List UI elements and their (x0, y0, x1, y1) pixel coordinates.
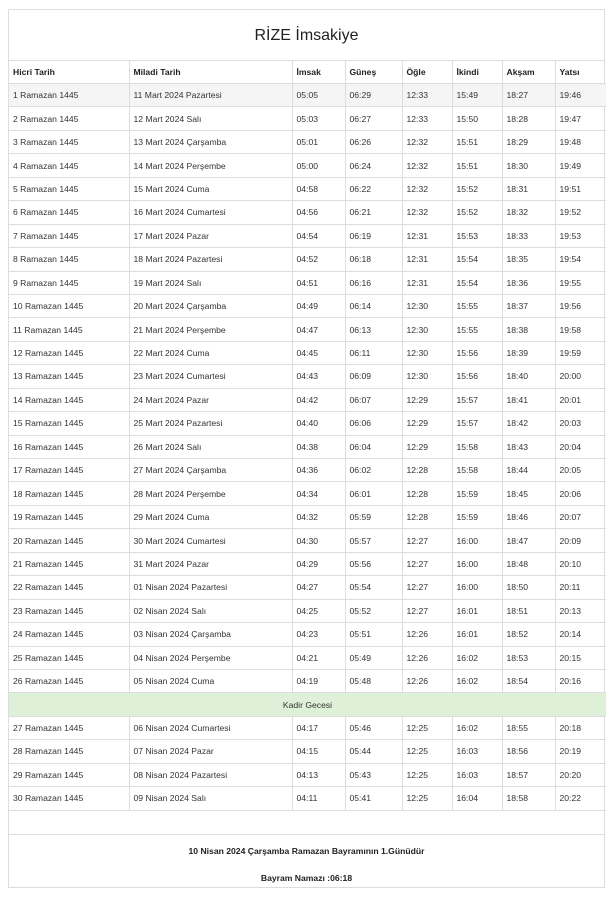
cell-imsak: 04:45 (292, 341, 345, 364)
cell-imsak: 04:11 (292, 787, 345, 810)
cell-ogle: 12:25 (402, 763, 452, 786)
cell-yatsi: 20:16 (555, 669, 606, 692)
cell-hicri-tarih: 23 Ramazan 1445 (9, 599, 129, 622)
cell-hicri-tarih: 27 Ramazan 1445 (9, 716, 129, 739)
table-row (9, 388, 606, 411)
cell-miladi-tarih: 05 Nisan 2024 Cuma (129, 669, 292, 692)
cell-imsak: 04:30 (292, 529, 345, 552)
cell-aksam: 18:44 (502, 459, 555, 482)
cell-imsak: 04:38 (292, 435, 345, 458)
cell-hicri-tarih: 11 Ramazan 1445 (9, 318, 129, 341)
cell-miladi-tarih: 19 Mart 2024 Salı (129, 271, 292, 294)
cell-gunes: 06:09 (345, 365, 402, 388)
header-imsak: İmsak (292, 61, 345, 84)
cell-aksam: 18:50 (502, 576, 555, 599)
table-row (9, 224, 606, 247)
cell-imsak: 04:36 (292, 459, 345, 482)
cell-aksam: 18:53 (502, 646, 555, 669)
cell-aksam: 18:32 (502, 201, 555, 224)
header-hicri-tarih: Hicri Tarih (9, 61, 129, 84)
cell-miladi-tarih: 29 Mart 2024 Cuma (129, 505, 292, 528)
cell-hicri-tarih: 29 Ramazan 1445 (9, 763, 129, 786)
cell-hicri-tarih: 17 Ramazan 1445 (9, 459, 129, 482)
table-row (9, 623, 606, 646)
cell-yatsi: 19:54 (555, 248, 606, 271)
cell-aksam: 18:52 (502, 623, 555, 646)
cell-ogle: 12:30 (402, 365, 452, 388)
cell-aksam: 18:58 (502, 787, 555, 810)
cell-gunes: 06:04 (345, 435, 402, 458)
table-row (9, 154, 606, 177)
cell-yatsi: 20:03 (555, 412, 606, 435)
cell-imsak: 04:51 (292, 271, 345, 294)
cell-miladi-tarih: 03 Nisan 2024 Çarşamba (129, 623, 292, 646)
cell-ogle: 12:28 (402, 505, 452, 528)
cell-gunes: 06:22 (345, 177, 402, 200)
cell-yatsi: 20:00 (555, 365, 606, 388)
cell-imsak: 04:25 (292, 599, 345, 622)
cell-aksam: 18:35 (502, 248, 555, 271)
cell-miladi-tarih: 07 Nisan 2024 Pazar (129, 740, 292, 763)
cell-gunes: 06:06 (345, 412, 402, 435)
cell-gunes: 05:52 (345, 599, 402, 622)
table-body (9, 84, 606, 811)
table-row (9, 435, 606, 458)
cell-yatsi: 20:11 (555, 576, 606, 599)
cell-miladi-tarih: 28 Mart 2024 Perşembe (129, 482, 292, 505)
table-row (9, 412, 606, 435)
cell-hicri-tarih: 24 Ramazan 1445 (9, 623, 129, 646)
cell-imsak: 04:34 (292, 482, 345, 505)
table-row (9, 459, 606, 482)
table-row (9, 529, 606, 552)
cell-gunes: 05:59 (345, 505, 402, 528)
cell-gunes: 05:44 (345, 740, 402, 763)
cell-imsak: 04:17 (292, 716, 345, 739)
cell-ikindi: 15:51 (452, 130, 502, 153)
cell-gunes: 06:19 (345, 224, 402, 247)
cell-yatsi: 20:04 (555, 435, 606, 458)
cell-imsak: 05:05 (292, 84, 345, 107)
cell-aksam: 18:54 (502, 669, 555, 692)
cell-hicri-tarih: 10 Ramazan 1445 (9, 294, 129, 317)
cell-imsak: 04:21 (292, 646, 345, 669)
cell-ikindi: 15:53 (452, 224, 502, 247)
cell-ogle: 12:32 (402, 130, 452, 153)
cell-ikindi: 15:57 (452, 412, 502, 435)
cell-ikindi: 15:54 (452, 271, 502, 294)
cell-imsak: 04:58 (292, 177, 345, 200)
cell-yatsi: 20:14 (555, 623, 606, 646)
cell-ogle: 12:27 (402, 529, 452, 552)
table-row (9, 669, 606, 692)
cell-ogle: 12:27 (402, 552, 452, 575)
cell-hicri-tarih: 3 Ramazan 1445 (9, 130, 129, 153)
cell-miladi-tarih: 14 Mart 2024 Perşembe (129, 154, 292, 177)
cell-hicri-tarih: 8 Ramazan 1445 (9, 248, 129, 271)
table-row (9, 505, 606, 528)
cell-hicri-tarih: 9 Ramazan 1445 (9, 271, 129, 294)
cell-imsak: 04:27 (292, 576, 345, 599)
cell-miladi-tarih: 18 Mart 2024 Pazartesi (129, 248, 292, 271)
cell-yatsi: 19:48 (555, 130, 606, 153)
imsakiye-table (9, 61, 606, 811)
cell-ogle: 12:28 (402, 482, 452, 505)
cell-aksam: 18:36 (502, 271, 555, 294)
page-title: RİZE İmsakiye (9, 10, 604, 61)
cell-yatsi: 19:53 (555, 224, 606, 247)
cell-ogle: 12:30 (402, 341, 452, 364)
cell-miladi-tarih: 31 Mart 2024 Pazar (129, 552, 292, 575)
cell-aksam: 18:46 (502, 505, 555, 528)
cell-miladi-tarih: 17 Mart 2024 Pazar (129, 224, 292, 247)
cell-imsak: 05:03 (292, 107, 345, 130)
cell-yatsi: 19:52 (555, 201, 606, 224)
cell-imsak: 04:43 (292, 365, 345, 388)
cell-miladi-tarih: 23 Mart 2024 Cumartesi (129, 365, 292, 388)
table-row (9, 646, 606, 669)
cell-gunes: 06:18 (345, 248, 402, 271)
cell-gunes: 06:13 (345, 318, 402, 341)
cell-gunes: 06:29 (345, 84, 402, 107)
cell-hicri-tarih: 12 Ramazan 1445 (9, 341, 129, 364)
cell-yatsi: 20:01 (555, 388, 606, 411)
cell-aksam: 18:28 (502, 107, 555, 130)
cell-ogle: 12:29 (402, 435, 452, 458)
footer-spacer (9, 811, 604, 835)
cell-miladi-tarih: 21 Mart 2024 Perşembe (129, 318, 292, 341)
cell-aksam: 18:56 (502, 740, 555, 763)
header-yatsi: Yatsı (555, 61, 606, 84)
cell-gunes: 05:56 (345, 552, 402, 575)
cell-imsak: 04:40 (292, 412, 345, 435)
cell-ikindi: 15:51 (452, 154, 502, 177)
cell-gunes: 06:27 (345, 107, 402, 130)
cell-hicri-tarih: 20 Ramazan 1445 (9, 529, 129, 552)
cell-ikindi: 15:52 (452, 177, 502, 200)
cell-hicri-tarih: 21 Ramazan 1445 (9, 552, 129, 575)
cell-imsak: 04:29 (292, 552, 345, 575)
table-row (9, 248, 606, 271)
cell-hicri-tarih: 15 Ramazan 1445 (9, 412, 129, 435)
cell-yatsi: 19:58 (555, 318, 606, 341)
cell-imsak: 04:52 (292, 248, 345, 271)
cell-aksam: 18:40 (502, 365, 555, 388)
cell-ikindi: 15:56 (452, 341, 502, 364)
cell-ikindi: 16:04 (452, 787, 502, 810)
header-gunes: Güneş (345, 61, 402, 84)
cell-miladi-tarih: 09 Nisan 2024 Salı (129, 787, 292, 810)
cell-yatsi: 19:56 (555, 294, 606, 317)
cell-yatsi: 19:59 (555, 341, 606, 364)
cell-yatsi: 19:46 (555, 84, 606, 107)
cell-yatsi: 20:09 (555, 529, 606, 552)
cell-ikindi: 16:01 (452, 599, 502, 622)
kadir-gecesi-row (9, 693, 606, 716)
cell-aksam: 18:41 (502, 388, 555, 411)
cell-aksam: 18:39 (502, 341, 555, 364)
cell-miladi-tarih: 08 Nisan 2024 Pazartesi (129, 763, 292, 786)
cell-aksam: 18:31 (502, 177, 555, 200)
cell-hicri-tarih: 4 Ramazan 1445 (9, 154, 129, 177)
cell-ogle: 12:33 (402, 84, 452, 107)
cell-ogle: 12:31 (402, 271, 452, 294)
cell-hicri-tarih: 5 Ramazan 1445 (9, 177, 129, 200)
cell-aksam: 18:55 (502, 716, 555, 739)
header-aksam: Akşam (502, 61, 555, 84)
cell-hicri-tarih: 19 Ramazan 1445 (9, 505, 129, 528)
cell-ogle: 12:32 (402, 177, 452, 200)
cell-yatsi: 19:51 (555, 177, 606, 200)
table-row (9, 177, 606, 200)
cell-gunes: 05:57 (345, 529, 402, 552)
cell-miladi-tarih: 27 Mart 2024 Çarşamba (129, 459, 292, 482)
cell-ikindi: 16:03 (452, 740, 502, 763)
table-row (9, 576, 606, 599)
cell-imsak: 04:15 (292, 740, 345, 763)
cell-miladi-tarih: 25 Mart 2024 Pazartesi (129, 412, 292, 435)
cell-hicri-tarih: 1 Ramazan 1445 (9, 84, 129, 107)
cell-ogle: 12:27 (402, 576, 452, 599)
cell-imsak: 04:13 (292, 763, 345, 786)
cell-hicri-tarih: 22 Ramazan 1445 (9, 576, 129, 599)
cell-ikindi: 16:00 (452, 529, 502, 552)
cell-hicri-tarih: 6 Ramazan 1445 (9, 201, 129, 224)
table-row (9, 716, 606, 739)
cell-aksam: 18:29 (502, 130, 555, 153)
cell-hicri-tarih: 16 Ramazan 1445 (9, 435, 129, 458)
cell-ogle: 12:26 (402, 646, 452, 669)
cell-gunes: 05:41 (345, 787, 402, 810)
cell-ikindi: 15:59 (452, 482, 502, 505)
cell-yatsi: 19:55 (555, 271, 606, 294)
cell-aksam: 18:27 (502, 84, 555, 107)
cell-ogle: 12:31 (402, 224, 452, 247)
table-row (9, 341, 606, 364)
cell-ikindi: 15:52 (452, 201, 502, 224)
cell-aksam: 18:45 (502, 482, 555, 505)
cell-miladi-tarih: 26 Mart 2024 Salı (129, 435, 292, 458)
cell-miladi-tarih: 15 Mart 2024 Cuma (129, 177, 292, 200)
cell-hicri-tarih: 25 Ramazan 1445 (9, 646, 129, 669)
cell-imsak: 05:01 (292, 130, 345, 153)
cell-gunes: 06:21 (345, 201, 402, 224)
table-row (9, 599, 606, 622)
cell-yatsi: 19:47 (555, 107, 606, 130)
cell-miladi-tarih: 02 Nisan 2024 Salı (129, 599, 292, 622)
cell-ogle: 12:28 (402, 459, 452, 482)
cell-gunes: 05:54 (345, 576, 402, 599)
cell-imsak: 05:00 (292, 154, 345, 177)
cell-ogle: 12:33 (402, 107, 452, 130)
cell-gunes: 06:02 (345, 459, 402, 482)
cell-aksam: 18:37 (502, 294, 555, 317)
header-ogle: Öğle (402, 61, 452, 84)
cell-miladi-tarih: 06 Nisan 2024 Cumartesi (129, 716, 292, 739)
cell-aksam: 18:43 (502, 435, 555, 458)
cell-ikindi: 15:59 (452, 505, 502, 528)
cell-ikindi: 16:02 (452, 669, 502, 692)
bayram-day-note: 10 Nisan 2024 Çarşamba Ramazan Bayramının 1.Günüdür (188, 845, 425, 856)
cell-ikindi: 16:02 (452, 646, 502, 669)
cell-ikindi: 16:03 (452, 763, 502, 786)
cell-yatsi: 19:49 (555, 154, 606, 177)
cell-yatsi: 20:13 (555, 599, 606, 622)
cell-miladi-tarih: 04 Nisan 2024 Perşembe (129, 646, 292, 669)
cell-ikindi: 16:00 (452, 576, 502, 599)
table-row (9, 763, 606, 786)
cell-gunes: 06:07 (345, 388, 402, 411)
cell-gunes: 06:24 (345, 154, 402, 177)
cell-yatsi: 20:20 (555, 763, 606, 786)
table-row (9, 107, 606, 130)
cell-yatsi: 20:18 (555, 716, 606, 739)
cell-miladi-tarih: 16 Mart 2024 Cumartesi (129, 201, 292, 224)
cell-ikindi: 15:55 (452, 294, 502, 317)
footer (9, 835, 604, 887)
table-row (9, 552, 606, 575)
cell-imsak: 04:23 (292, 623, 345, 646)
cell-ikindi: 16:01 (452, 623, 502, 646)
cell-aksam: 18:57 (502, 763, 555, 786)
cell-miladi-tarih: 24 Mart 2024 Pazar (129, 388, 292, 411)
cell-yatsi: 20:22 (555, 787, 606, 810)
cell-ogle: 12:27 (402, 599, 452, 622)
cell-miladi-tarih: 20 Mart 2024 Çarşamba (129, 294, 292, 317)
cell-yatsi: 20:06 (555, 482, 606, 505)
cell-ogle: 12:25 (402, 740, 452, 763)
cell-ogle: 12:25 (402, 787, 452, 810)
cell-yatsi: 20:10 (555, 552, 606, 575)
cell-gunes: 06:11 (345, 341, 402, 364)
cell-yatsi: 20:05 (555, 459, 606, 482)
table-header-row (9, 61, 606, 84)
cell-imsak: 04:54 (292, 224, 345, 247)
cell-aksam: 18:51 (502, 599, 555, 622)
table-row (9, 84, 606, 107)
cell-hicri-tarih: 14 Ramazan 1445 (9, 388, 129, 411)
cell-ikindi: 16:00 (452, 552, 502, 575)
table-row (9, 787, 606, 810)
table-row (9, 130, 606, 153)
cell-hicri-tarih: 18 Ramazan 1445 (9, 482, 129, 505)
cell-ogle: 12:26 (402, 623, 452, 646)
cell-imsak: 04:49 (292, 294, 345, 317)
cell-aksam: 18:30 (502, 154, 555, 177)
table-row (9, 318, 606, 341)
cell-imsak: 04:42 (292, 388, 345, 411)
cell-gunes: 06:01 (345, 482, 402, 505)
imsakiye-panel (8, 9, 605, 888)
cell-hicri-tarih: 2 Ramazan 1445 (9, 107, 129, 130)
cell-miladi-tarih: 12 Mart 2024 Salı (129, 107, 292, 130)
cell-miladi-tarih: 22 Mart 2024 Cuma (129, 341, 292, 364)
cell-hicri-tarih: 7 Ramazan 1445 (9, 224, 129, 247)
cell-gunes: 05:48 (345, 669, 402, 692)
cell-gunes: 05:43 (345, 763, 402, 786)
cell-ikindi: 15:54 (452, 248, 502, 271)
cell-ikindi: 15:55 (452, 318, 502, 341)
cell-aksam: 18:47 (502, 529, 555, 552)
cell-aksam: 18:48 (502, 552, 555, 575)
cell-ikindi: 15:57 (452, 388, 502, 411)
cell-aksam: 18:42 (502, 412, 555, 435)
cell-gunes: 05:49 (345, 646, 402, 669)
cell-gunes: 05:51 (345, 623, 402, 646)
cell-ikindi: 16:02 (452, 716, 502, 739)
cell-hicri-tarih: 30 Ramazan 1445 (9, 787, 129, 810)
cell-ogle: 12:30 (402, 294, 452, 317)
cell-imsak: 04:56 (292, 201, 345, 224)
cell-imsak: 04:19 (292, 669, 345, 692)
cell-ikindi: 15:58 (452, 435, 502, 458)
table-row (9, 201, 606, 224)
cell-miladi-tarih: 13 Mart 2024 Çarşamba (129, 130, 292, 153)
cell-ikindi: 15:49 (452, 84, 502, 107)
header-ikindi: İkindi (452, 61, 502, 84)
bayram-namazi-time: Bayram Namazı :06:18 (260, 872, 353, 883)
cell-ikindi: 15:58 (452, 459, 502, 482)
table-row (9, 294, 606, 317)
cell-ikindi: 15:50 (452, 107, 502, 130)
cell-yatsi: 20:15 (555, 646, 606, 669)
cell-imsak: 04:32 (292, 505, 345, 528)
table-row (9, 482, 606, 505)
cell-gunes: 06:14 (345, 294, 402, 317)
cell-yatsi: 20:07 (555, 505, 606, 528)
cell-miladi-tarih: 11 Mart 2024 Pazartesi (129, 84, 292, 107)
kadir-gecesi-label: Kadir Gecesi (9, 693, 606, 716)
cell-ogle: 12:30 (402, 318, 452, 341)
cell-ogle: 12:31 (402, 248, 452, 271)
cell-miladi-tarih: 01 Nisan 2024 Pazartesi (129, 576, 292, 599)
cell-gunes: 06:16 (345, 271, 402, 294)
table-row (9, 271, 606, 294)
cell-gunes: 06:26 (345, 130, 402, 153)
cell-hicri-tarih: 28 Ramazan 1445 (9, 740, 129, 763)
cell-yatsi: 20:19 (555, 740, 606, 763)
cell-hicri-tarih: 13 Ramazan 1445 (9, 365, 129, 388)
cell-ogle: 12:29 (402, 412, 452, 435)
table-row (9, 740, 606, 763)
cell-gunes: 05:46 (345, 716, 402, 739)
cell-aksam: 18:33 (502, 224, 555, 247)
cell-ogle: 12:32 (402, 154, 452, 177)
cell-imsak: 04:47 (292, 318, 345, 341)
cell-ogle: 12:26 (402, 669, 452, 692)
cell-miladi-tarih: 30 Mart 2024 Cumartesi (129, 529, 292, 552)
cell-aksam: 18:38 (502, 318, 555, 341)
table-row (9, 365, 606, 388)
cell-ogle: 12:29 (402, 388, 452, 411)
header-miladi-tarih: Miladi Tarih (129, 61, 292, 84)
cell-ogle: 12:25 (402, 716, 452, 739)
cell-ikindi: 15:56 (452, 365, 502, 388)
cell-ogle: 12:32 (402, 201, 452, 224)
cell-hicri-tarih: 26 Ramazan 1445 (9, 669, 129, 692)
